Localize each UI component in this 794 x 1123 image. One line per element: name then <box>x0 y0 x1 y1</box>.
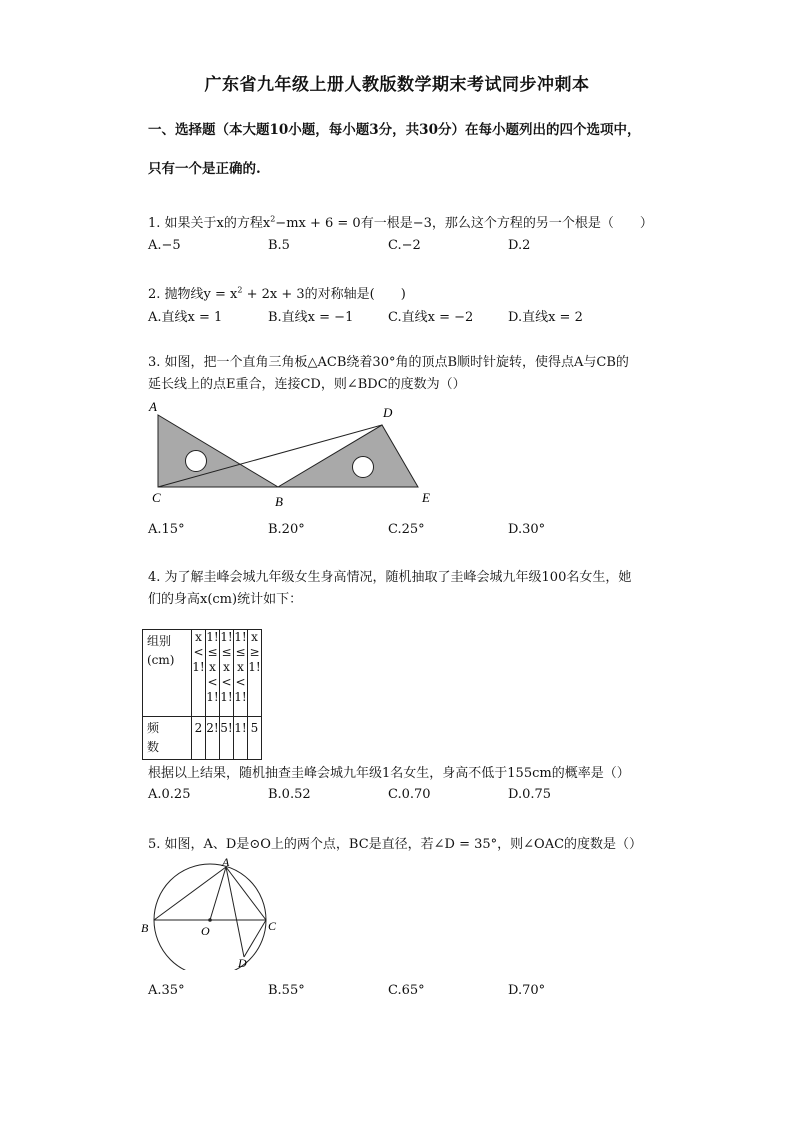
question-3-line-2: 延长线上的点E重合，连接CD，则∠BDC的度数为（） <box>148 377 466 392</box>
q5-option-d: D.70° <box>508 983 546 998</box>
label-a: A <box>149 399 157 414</box>
q5-option-b: B.55° <box>268 983 305 998</box>
triangle-acb <box>158 415 278 487</box>
q5-option-c: C.65° <box>388 983 425 998</box>
table-header-freq: 频数 <box>143 717 192 760</box>
question-2-text-pre: 2. 抛物线y = x <box>148 287 238 302</box>
frequency-table <box>142 629 262 760</box>
segment-ad <box>226 867 244 957</box>
page-title: 广东省九年级上册人教版数学期末考试同步冲刺本 <box>204 75 590 95</box>
table-cell-group-5: x≥1! <box>248 630 262 717</box>
table-header-group: 组别(cm) <box>143 630 192 717</box>
question-5: 5. 如图，A、D是⊙O上的两个点，BC是直径，若∠D = 35°，则∠OAC的度数是（） <box>148 837 643 852</box>
q4-option-c: C.0.70 <box>388 787 431 802</box>
table-row-groups <box>143 630 262 717</box>
q5-option-a: A.35° <box>148 983 185 998</box>
question-1-text-post: −mx + 6 = 0有一根是−3，那么这个方程的另一个根是（ ） <box>275 216 653 231</box>
label-b: B <box>141 921 149 935</box>
q2-option-d: D.直线x = 2 <box>508 310 583 325</box>
q4-option-a: A.0.25 <box>148 787 191 802</box>
triangle-hole-left <box>186 451 207 472</box>
label-a: A <box>222 858 230 869</box>
question-4-line-1: 4. 为了解圭峰会城九年级女生身高情况，随机抽取了圭峰会城九年级100名女生，她 <box>148 570 632 585</box>
question-2-exponent: 2 <box>237 285 243 295</box>
circle-figure <box>140 858 280 970</box>
q4-option-b: B.0.52 <box>268 787 311 802</box>
table-cell-group-2: 1!≤x<1! <box>206 630 220 717</box>
circle-o <box>154 864 266 970</box>
question-1-exponent: 2 <box>270 214 276 224</box>
question-4-options <box>148 787 628 802</box>
segment-ab <box>154 867 226 920</box>
question-2 <box>148 283 406 302</box>
table-cell-freq-4: 1! <box>234 717 248 760</box>
label-d: D <box>238 956 247 970</box>
q1-option-c: C.−2 <box>388 238 421 253</box>
table-cell-group-1: x<1! <box>192 630 206 717</box>
triangle-rotation-figure <box>140 398 440 513</box>
label-e: E <box>422 490 430 505</box>
q4-option-d: D.0.75 <box>508 787 552 802</box>
frequency-table-grid <box>142 629 262 760</box>
label-o: O <box>201 924 210 938</box>
q3-option-b: B.20° <box>268 522 305 537</box>
q2-option-a: A.直线x = 1 <box>148 310 223 325</box>
section-heading-cont: 只有一个是正确的. <box>148 161 261 177</box>
question-3-line-1: 3. 如图，把一个直角三角板△ACB绕着30°角的顶点B顺时针旋转，使得点A与CB的 <box>148 355 629 370</box>
table-cell-freq-3: 5! <box>220 717 234 760</box>
q3-option-a: A.15° <box>148 522 185 537</box>
table-cell-freq-1: 2 <box>192 717 206 760</box>
segment-ac <box>226 867 266 920</box>
label-c: C <box>152 490 161 505</box>
table-row-freqs <box>143 717 262 760</box>
label-b: B <box>275 494 283 509</box>
question-1 <box>148 212 653 231</box>
table-cell-group-3: 1!≤x<1! <box>220 630 234 717</box>
q3-option-d: D.30° <box>508 522 546 537</box>
label-d: D <box>383 405 393 420</box>
section-heading: 一、选择题（本大题10小题，每小题3分，共30分）在每小题列出的四个选项中， <box>148 122 641 138</box>
q3-option-c: C.25° <box>388 522 425 537</box>
q1-option-a: A.−5 <box>148 238 181 253</box>
question-4-after-table: 根据以上结果，随机抽查圭峰会城九年级1名女生，身高不低于155cm的概率是（） <box>148 766 630 781</box>
q2-option-b: B.直线x = −1 <box>268 310 354 325</box>
question-4-line-2: 们的身高x(cm)统计如下： <box>148 592 303 607</box>
q2-option-c: C.直线x = −2 <box>388 310 474 325</box>
q1-option-b: B.5 <box>268 238 290 253</box>
q1-option-d: D.2 <box>508 238 531 253</box>
table-cell-freq-5: 5 <box>248 717 262 760</box>
center-point <box>208 918 212 922</box>
question-2-options <box>148 306 628 325</box>
table-cell-group-4: 1!≤x<1! <box>234 630 248 717</box>
question-3-options <box>148 522 628 537</box>
segment-ao <box>210 867 226 920</box>
question-1-options <box>148 238 628 253</box>
question-2-text-post: + 2x + 3的对称轴是( ) <box>242 287 406 302</box>
label-c: C <box>268 919 277 933</box>
question-1-text-pre: 1. 如果关于x的方程x <box>148 216 271 231</box>
triangle-hole-right <box>353 457 374 478</box>
question-5-options <box>148 983 628 998</box>
table-cell-freq-2: 2! <box>206 717 220 760</box>
